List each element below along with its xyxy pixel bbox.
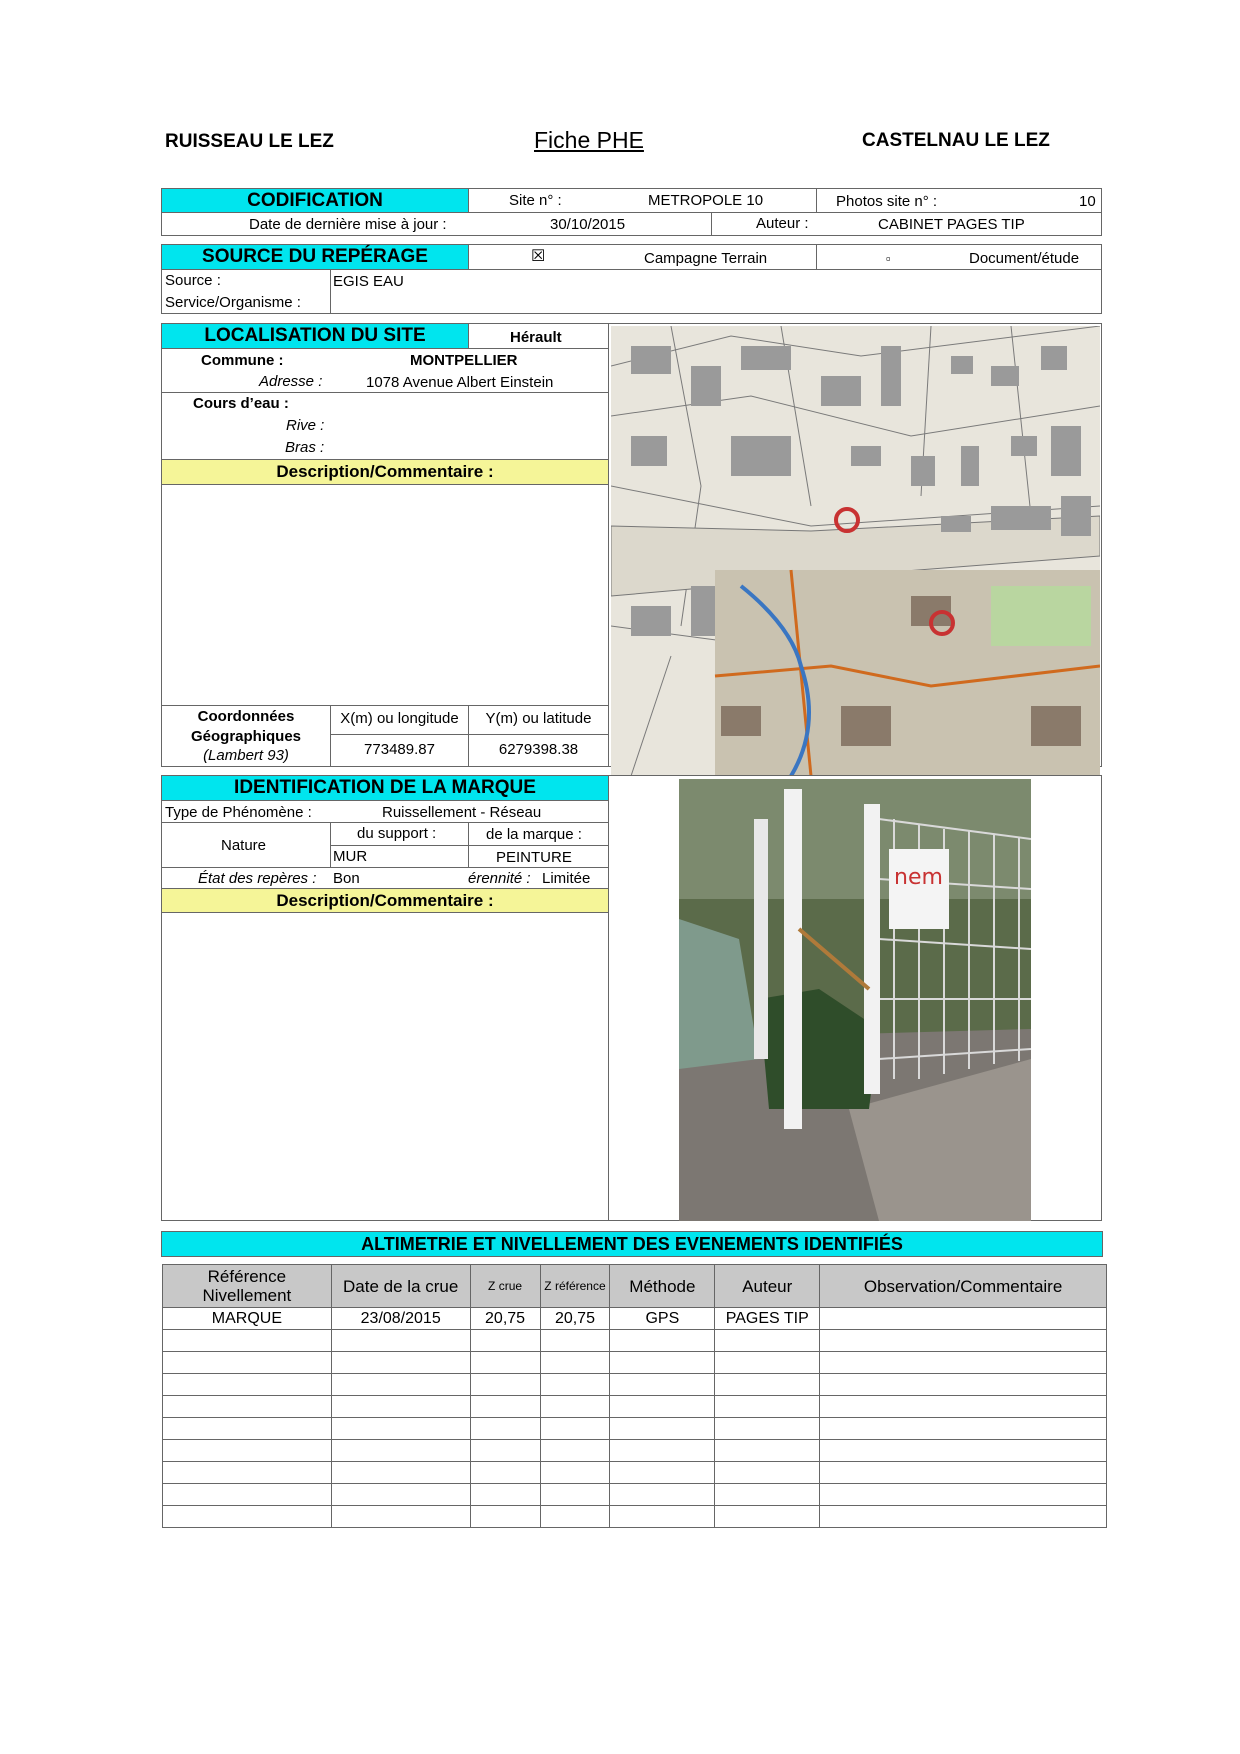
service-label: Service/Organisme : (165, 294, 301, 311)
localisation-comment-area[interactable] (162, 485, 608, 705)
auteur-label: Auteur : (756, 215, 809, 232)
rive-label: Rive : (286, 417, 325, 434)
adresse-value: 1078 Avenue Albert Einstein (366, 374, 554, 391)
cours-eau-label: Cours d’eau : (193, 395, 289, 412)
site-label: Site n° : (509, 192, 562, 209)
y-coord-value: 6279398.38 (498, 741, 579, 758)
altimetrie-header-row (163, 1265, 1107, 1308)
nature-label: Nature (221, 837, 267, 854)
support-label: du support : (357, 825, 437, 842)
marque-label: de la marque : (486, 826, 582, 843)
coord-label-1: Coordonnées (197, 708, 295, 725)
etat-reperes-value: Bon (333, 870, 360, 887)
service-value: EGIS EAU (333, 273, 404, 290)
table-row (163, 1396, 1107, 1418)
codification-title: CODIFICATION (162, 189, 468, 213)
checkbox-campagne-terrain[interactable]: ☒ (531, 248, 546, 265)
col-reference-nivellement: Référence Nivellement (163, 1265, 332, 1308)
source-title: SOURCE DU REPÉRAGE (162, 245, 468, 269)
cell-reference: MARQUE (163, 1308, 332, 1330)
photos-value: 10 (1079, 193, 1096, 210)
identification-desc-title: Description/Commentaire : (162, 889, 608, 912)
checkbox-document-etude[interactable]: ▫ (886, 251, 891, 266)
table-row (163, 1506, 1107, 1528)
col-date-crue: Date de la crue (331, 1265, 470, 1308)
table-row (163, 1440, 1107, 1462)
source-label: Source : (165, 272, 221, 289)
col-observation: Observation/Commentaire (820, 1265, 1107, 1308)
altimetrie-table (162, 1264, 1107, 1528)
cell-observation (820, 1308, 1107, 1330)
department: Hérault (510, 329, 562, 346)
coord-label-2: Géographiques (190, 728, 302, 745)
localisation-title: LOCALISATION DU SITE (162, 324, 468, 348)
y-coord-label: Y(m) ou latitude (485, 710, 592, 727)
x-coord-value: 773489.87 (364, 741, 435, 758)
col-z-crue: Z crue (470, 1265, 540, 1308)
site-value: METROPOLE 10 (648, 192, 764, 209)
type-phenomene-label: Type de Phénomène : (165, 804, 312, 821)
commune-label: Commune : (201, 352, 284, 369)
cell-z-reference: 20,75 (540, 1308, 610, 1330)
support-value: MUR (333, 848, 368, 865)
option-document-etude: Document/étude (969, 250, 1080, 267)
location-map (611, 326, 1100, 776)
photos-label: Photos site n° : (836, 193, 938, 210)
altimetrie-title: ALTIMETRIE ET NIVELLEMENT DES EVENEMENTS IDENTIFIÉS (161, 1231, 1103, 1257)
cell-methode: GPS (610, 1308, 715, 1330)
cell-date: 23/08/2015 (331, 1308, 470, 1330)
table-row (163, 1418, 1107, 1440)
site-photo (679, 779, 1031, 1221)
col-auteur: Auteur (715, 1265, 820, 1308)
header-river: RUISSEAU LE LEZ (165, 131, 334, 152)
page-title: Fiche PHE (534, 127, 644, 153)
commune-value: MONTPELLIER (410, 352, 518, 369)
x-coord-label: X(m) ou longitude (340, 710, 459, 727)
localisation-desc-title: Description/Commentaire : (162, 460, 608, 484)
table-row (163, 1330, 1107, 1352)
table-row (163, 1374, 1107, 1396)
type-phenomene-value: Ruissellement - Réseau (382, 804, 542, 821)
identification-title: IDENTIFICATION DE LA MARQUE (162, 776, 608, 800)
coord-label-3: (Lambert 93) (203, 747, 289, 764)
date-value: 30/10/2015 (550, 216, 626, 233)
etat-reperes-label: État des repères : (198, 870, 317, 887)
col-z-reference: Z référence (540, 1265, 610, 1308)
table-row (163, 1352, 1107, 1374)
bras-label: Bras : (285, 439, 325, 456)
header-commune: CASTELNAU LE LEZ (862, 130, 1050, 151)
date-label: Date de dernière mise à jour : (249, 216, 447, 233)
table-row (163, 1308, 1107, 1330)
marque-value: PEINTURE (496, 849, 572, 866)
auteur-value: CABINET PAGES TIP (878, 216, 1025, 233)
cell-z-crue: 20,75 (470, 1308, 540, 1330)
identification-comment-area[interactable] (162, 913, 608, 1220)
col-methode: Méthode (610, 1265, 715, 1308)
svg-text:nem: nem (894, 865, 943, 890)
adresse-label: Adresse : (259, 373, 323, 390)
option-campagne-terrain: Campagne Terrain (644, 250, 768, 267)
perennite-label: érennité : (468, 870, 531, 887)
cell-auteur: PAGES TIP (715, 1308, 820, 1330)
table-row (163, 1462, 1107, 1484)
perennite-value: Limitée (542, 870, 591, 887)
table-row (163, 1484, 1107, 1506)
